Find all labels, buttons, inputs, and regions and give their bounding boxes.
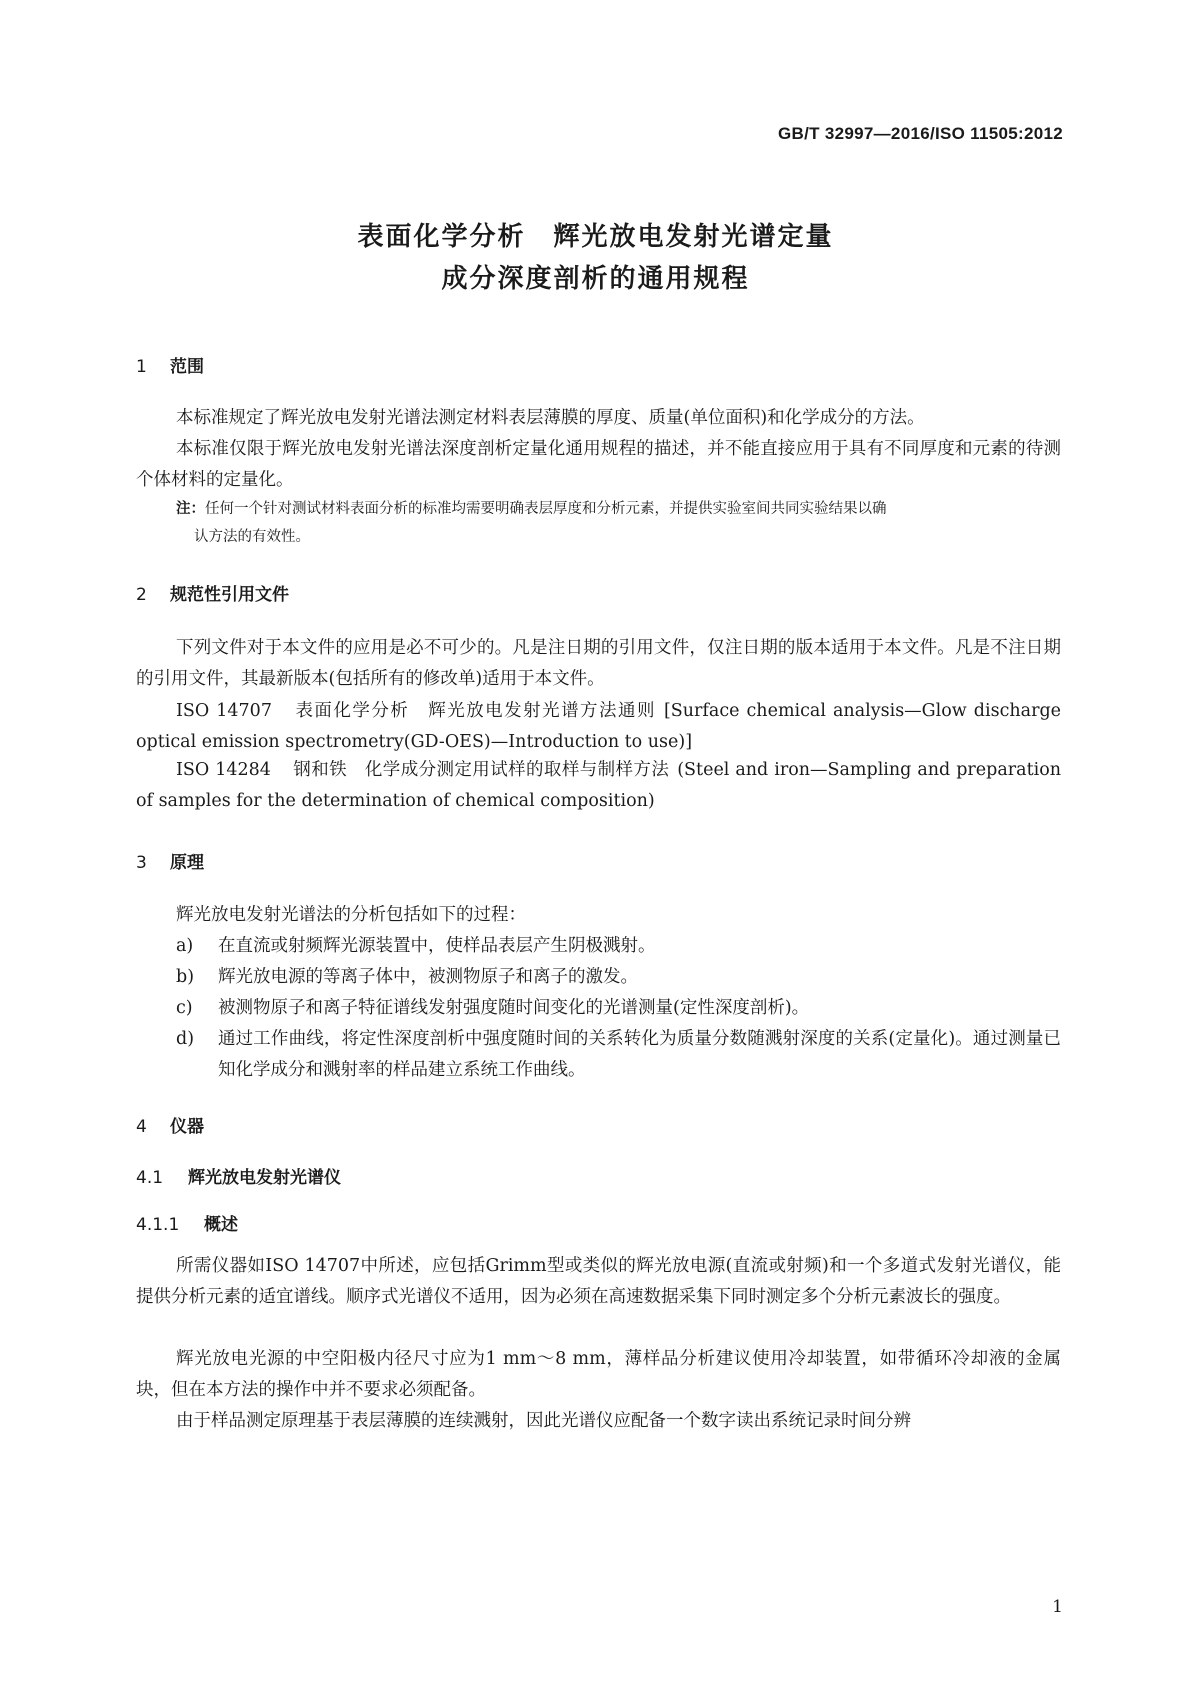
- section-number: 4: [136, 1117, 147, 1137]
- reference-item: [136, 755, 1061, 817]
- section-number: 4.1: [136, 1168, 164, 1188]
- paragraph: 辉光放电发射光谱法的分析包括如下的过程：: [176, 905, 526, 925]
- section-1-heading: [136, 352, 204, 377]
- reference-code: ISO 14284: [176, 760, 271, 780]
- note: [176, 495, 1061, 551]
- paragraph: 本标准规定了辉光放电发射光谱法测定材料表层薄膜的厚度、质量(单位面积)和化学成分的方法。: [176, 408, 925, 428]
- list-marker: a): [176, 936, 194, 956]
- list-marker: b): [176, 967, 195, 987]
- section-title: 仪器: [170, 1117, 204, 1137]
- list-text: 在直流或射频辉光源装置中，使样品表层产生阴极溅射。: [218, 936, 656, 956]
- paragraph: 所需仪器如ISO 14707中所述，应包括Grimm型或类似的辉光放电源(直流或射频)和一个多道式发射光谱仪，能提供分析元素的适宜谱线。顺序式光谱仪不适用，因为必须在高速数据采集下同时测定多个分析元素波长的强度。: [136, 1256, 1061, 1307]
- section-number: 3: [136, 853, 147, 873]
- section-number: 4.1.1: [136, 1215, 180, 1235]
- reference-en-title: [Surface chemical analysis—Glow discharge optical emission spectrometry(GD-OES)—Introduction to use)]: [136, 701, 1062, 752]
- list-text: 通过工作曲线，将定性深度剖析中强度随时间的关系转化为质量分数随溅射深度的关系(定量化)。通过测量已知化学成分和溅射率的样品建立系统工作曲线。: [218, 1029, 1061, 1080]
- section-4-1-1-heading: [136, 1210, 238, 1235]
- reference-cn-title: 钢和铁 化学成分测定用试样的取样与制样方法: [292, 760, 670, 780]
- reference-en-title: (Steel and iron—Sampling and preparation of samples for the determination of chemical composition): [136, 760, 1062, 811]
- document-title-line2: 成分深度剖析的通用规程: [441, 264, 750, 294]
- paragraph: 辉光放电光源的中空阳极内径尺寸应为1 mm～8 mm，薄样品分析建议使用冷却装置，如带循环冷却液的金属块，但在本方法的操作中并不要求必须配备。: [136, 1349, 1061, 1400]
- section-number: 1: [136, 357, 147, 377]
- section-number: 2: [136, 585, 147, 605]
- paragraph: 本标准仅限于辉光放电发射光谱法深度剖析定量化通用规程的描述，并不能直接应用于具有不同厚度和元素的待测个体材料的定量化。: [136, 439, 1061, 490]
- process-list: [176, 931, 1061, 1086]
- section-title: 概述: [204, 1215, 238, 1235]
- reference-item: [136, 696, 1061, 758]
- list-marker: d): [176, 1029, 195, 1049]
- section-title: 规范性引用文件: [170, 585, 289, 605]
- list-text: 辉光放电源的等离子体中，被测物原子和离子的激发。: [218, 967, 638, 987]
- standard-code: GB/T 32997—2016/ISO 11505:2012: [778, 124, 1063, 143]
- reference-cn-title: 表面化学分析 辉光放电发射光谱方法通则: [293, 701, 656, 721]
- section-4-1-heading: [136, 1163, 341, 1188]
- list-item: [176, 1024, 1061, 1086]
- list-item: [176, 931, 1061, 962]
- section-title: 原理: [170, 853, 204, 873]
- note-label: 注：: [176, 500, 205, 517]
- section-4-heading: [136, 1112, 204, 1137]
- section-title: 辉光放电发射光谱仪: [188, 1168, 341, 1188]
- section-title: 范围: [170, 357, 204, 377]
- document-title-line1: 表面化学分析 辉光放电发射光谱定量: [357, 222, 834, 252]
- list-item: [176, 993, 1061, 1024]
- paragraph: 由于样品测定原理基于表层薄膜的连续溅射，因此光谱仪应配备一个数字读出系统记录时间分辨: [176, 1411, 911, 1431]
- note-text: 任何一个针对测试材料表面分析的标准均需要明确表层厚度和分析元素，并提供实验室间共同实验结果以确: [205, 501, 887, 517]
- list-text: 被测物原子和离子特征谱线发射强度随时间变化的光谱测量(定性深度剖析)。: [218, 998, 810, 1018]
- section-2-heading: [136, 580, 289, 605]
- section-3-heading: [136, 848, 204, 873]
- list-item: [176, 962, 1061, 993]
- note-text-continued: 认方法的有效性。: [194, 529, 310, 545]
- list-marker: c): [176, 998, 193, 1018]
- paragraph: 下列文件对于本文件的应用是必不可少的。凡是注日期的引用文件，仅注日期的版本适用于本文件。凡是不注日期的引用文件，其最新版本(包括所有的修改单)适用于本文件。: [136, 638, 1061, 689]
- reference-code: ISO 14707: [176, 701, 272, 721]
- page-number: 1: [1052, 1597, 1063, 1617]
